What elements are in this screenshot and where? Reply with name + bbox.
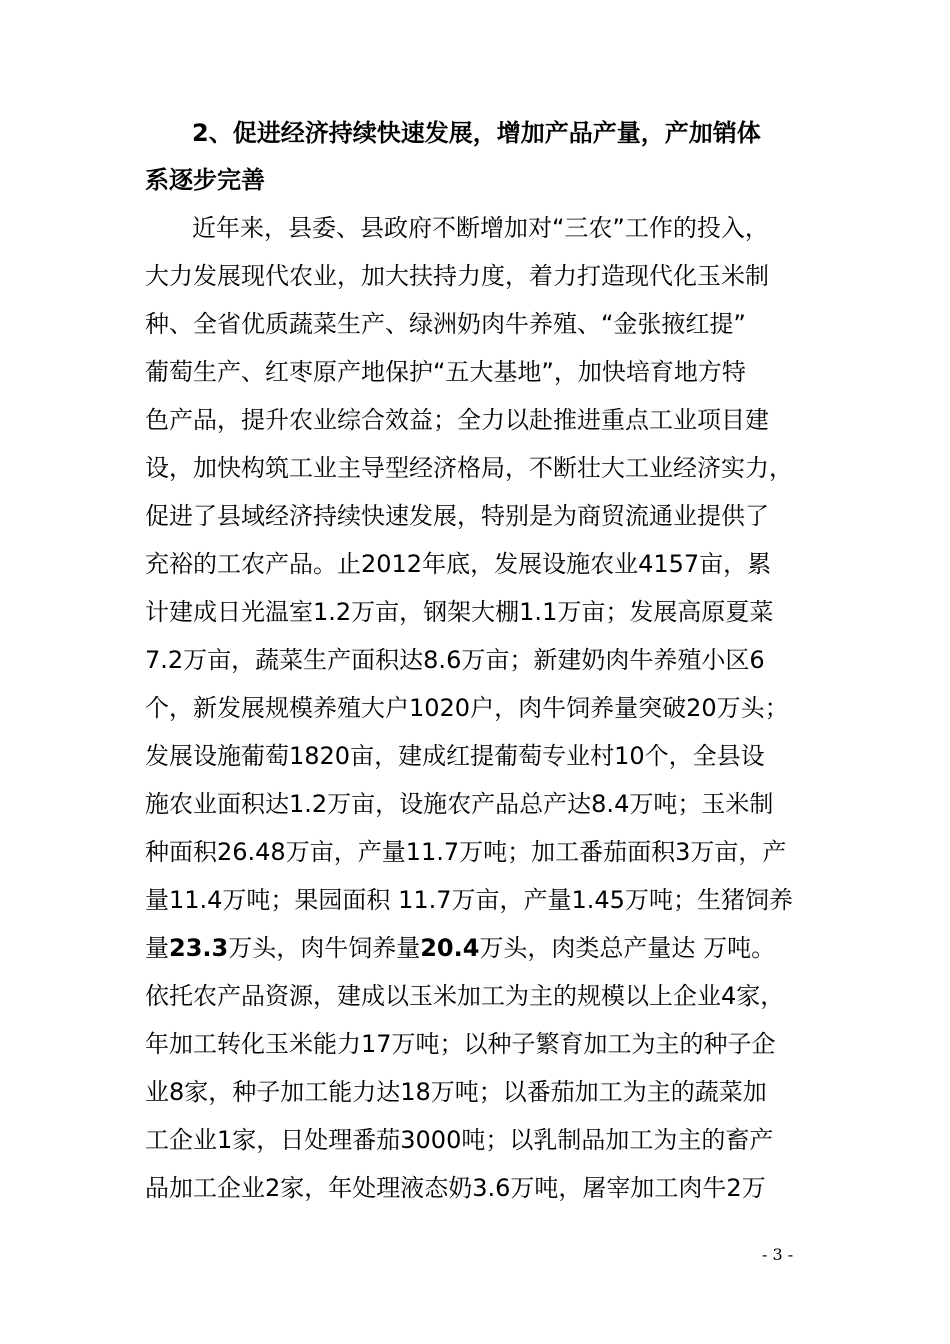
paragraph-line: 计建成日光温室1.2万亩，钢架大棚1.1万亩；发展高原夏菜 <box>145 598 774 626</box>
text-segment: 万头，肉牛饲养量 <box>228 934 421 962</box>
paragraph-line: 7.2万亩，蔬菜生产面积达8.6万亩；新建奶肉牛养殖小区6 <box>145 646 765 674</box>
paragraph-line: 年加工转化玉米能力17万吨；以种子繁育加工为主的种子企 <box>145 1030 776 1058</box>
section-heading-line-1: 2、促进经济持续快速发展，增加产品产量，产加销体 <box>192 119 761 147</box>
paragraph-line: 葡萄生产、红枣原产地保护“五大基地”，加快培育地方特 <box>145 358 746 386</box>
bold-number: 20.4 <box>420 934 480 962</box>
text-segment: 万头，肉类总产量达 万吨。 <box>479 934 776 962</box>
paragraph-line: 色产品，提升农业综合效益；全力以赴推进重点工业项目建 <box>145 406 769 434</box>
paragraph-line: 个，新发展规模养殖大户1020户，肉牛饲养量突破20万头； <box>145 694 789 722</box>
paragraph-line: 依托农产品资源，建成以玉米加工为主的规模以上企业4家， <box>145 982 785 1010</box>
paragraph-line: 近年来，县委、县政府不断增加对“三农”工作的投入， <box>192 214 769 242</box>
text-segment: 量 <box>145 934 169 962</box>
paragraph-line: 促进了县域经济持续快速发展，特别是为商贸流通业提供了 <box>145 502 769 530</box>
paragraph-line: 发展设施葡萄1820亩，建成红提葡萄专业村10个，全县设 <box>145 742 765 770</box>
section-heading-line-2: 系逐步完善 <box>145 166 265 194</box>
paragraph-line: 种面积26.48万亩，产量11.7万吨；加工番茄面积3万亩，产 <box>145 838 787 866</box>
paragraph-line: 品加工企业2家，年处理液态奶3.6万吨，屠宰加工肉牛2万 <box>145 1174 766 1202</box>
bold-number: 23.3 <box>169 934 229 962</box>
page-number: - 3 - <box>762 1245 794 1264</box>
paragraph-line: 工企业1家，日处理番茄3000吨；以乳制品加工为主的畜产 <box>145 1126 774 1154</box>
paragraph-line: 施农业面积达1.2万亩，设施农产品总产达8.4万吨；玉米制 <box>145 790 774 818</box>
paragraph-line: 充裕的工农产品。止2012年底，发展设施农业4157亩，累 <box>145 550 772 578</box>
paragraph-line: 种、全省优质蔬菜生产、绿洲奶肉牛养殖、“金张掖红提” <box>145 310 746 338</box>
paragraph-line-mixed <box>145 933 775 963</box>
paragraph-line: 大力发展现代农业，加大扶持力度，着力打造现代化玉米制 <box>145 262 769 290</box>
paragraph-line: 量11.4万吨；果园面积 11.7万亩，产量1.45万吨；生猪饲养 <box>145 886 793 914</box>
paragraph-line: 设，加快构筑工业主导型经济格局，不断壮大工业经济实力， <box>145 454 793 482</box>
paragraph-line: 业8家，种子加工能力达18万吨；以番茄加工为主的蔬菜加 <box>145 1078 767 1106</box>
